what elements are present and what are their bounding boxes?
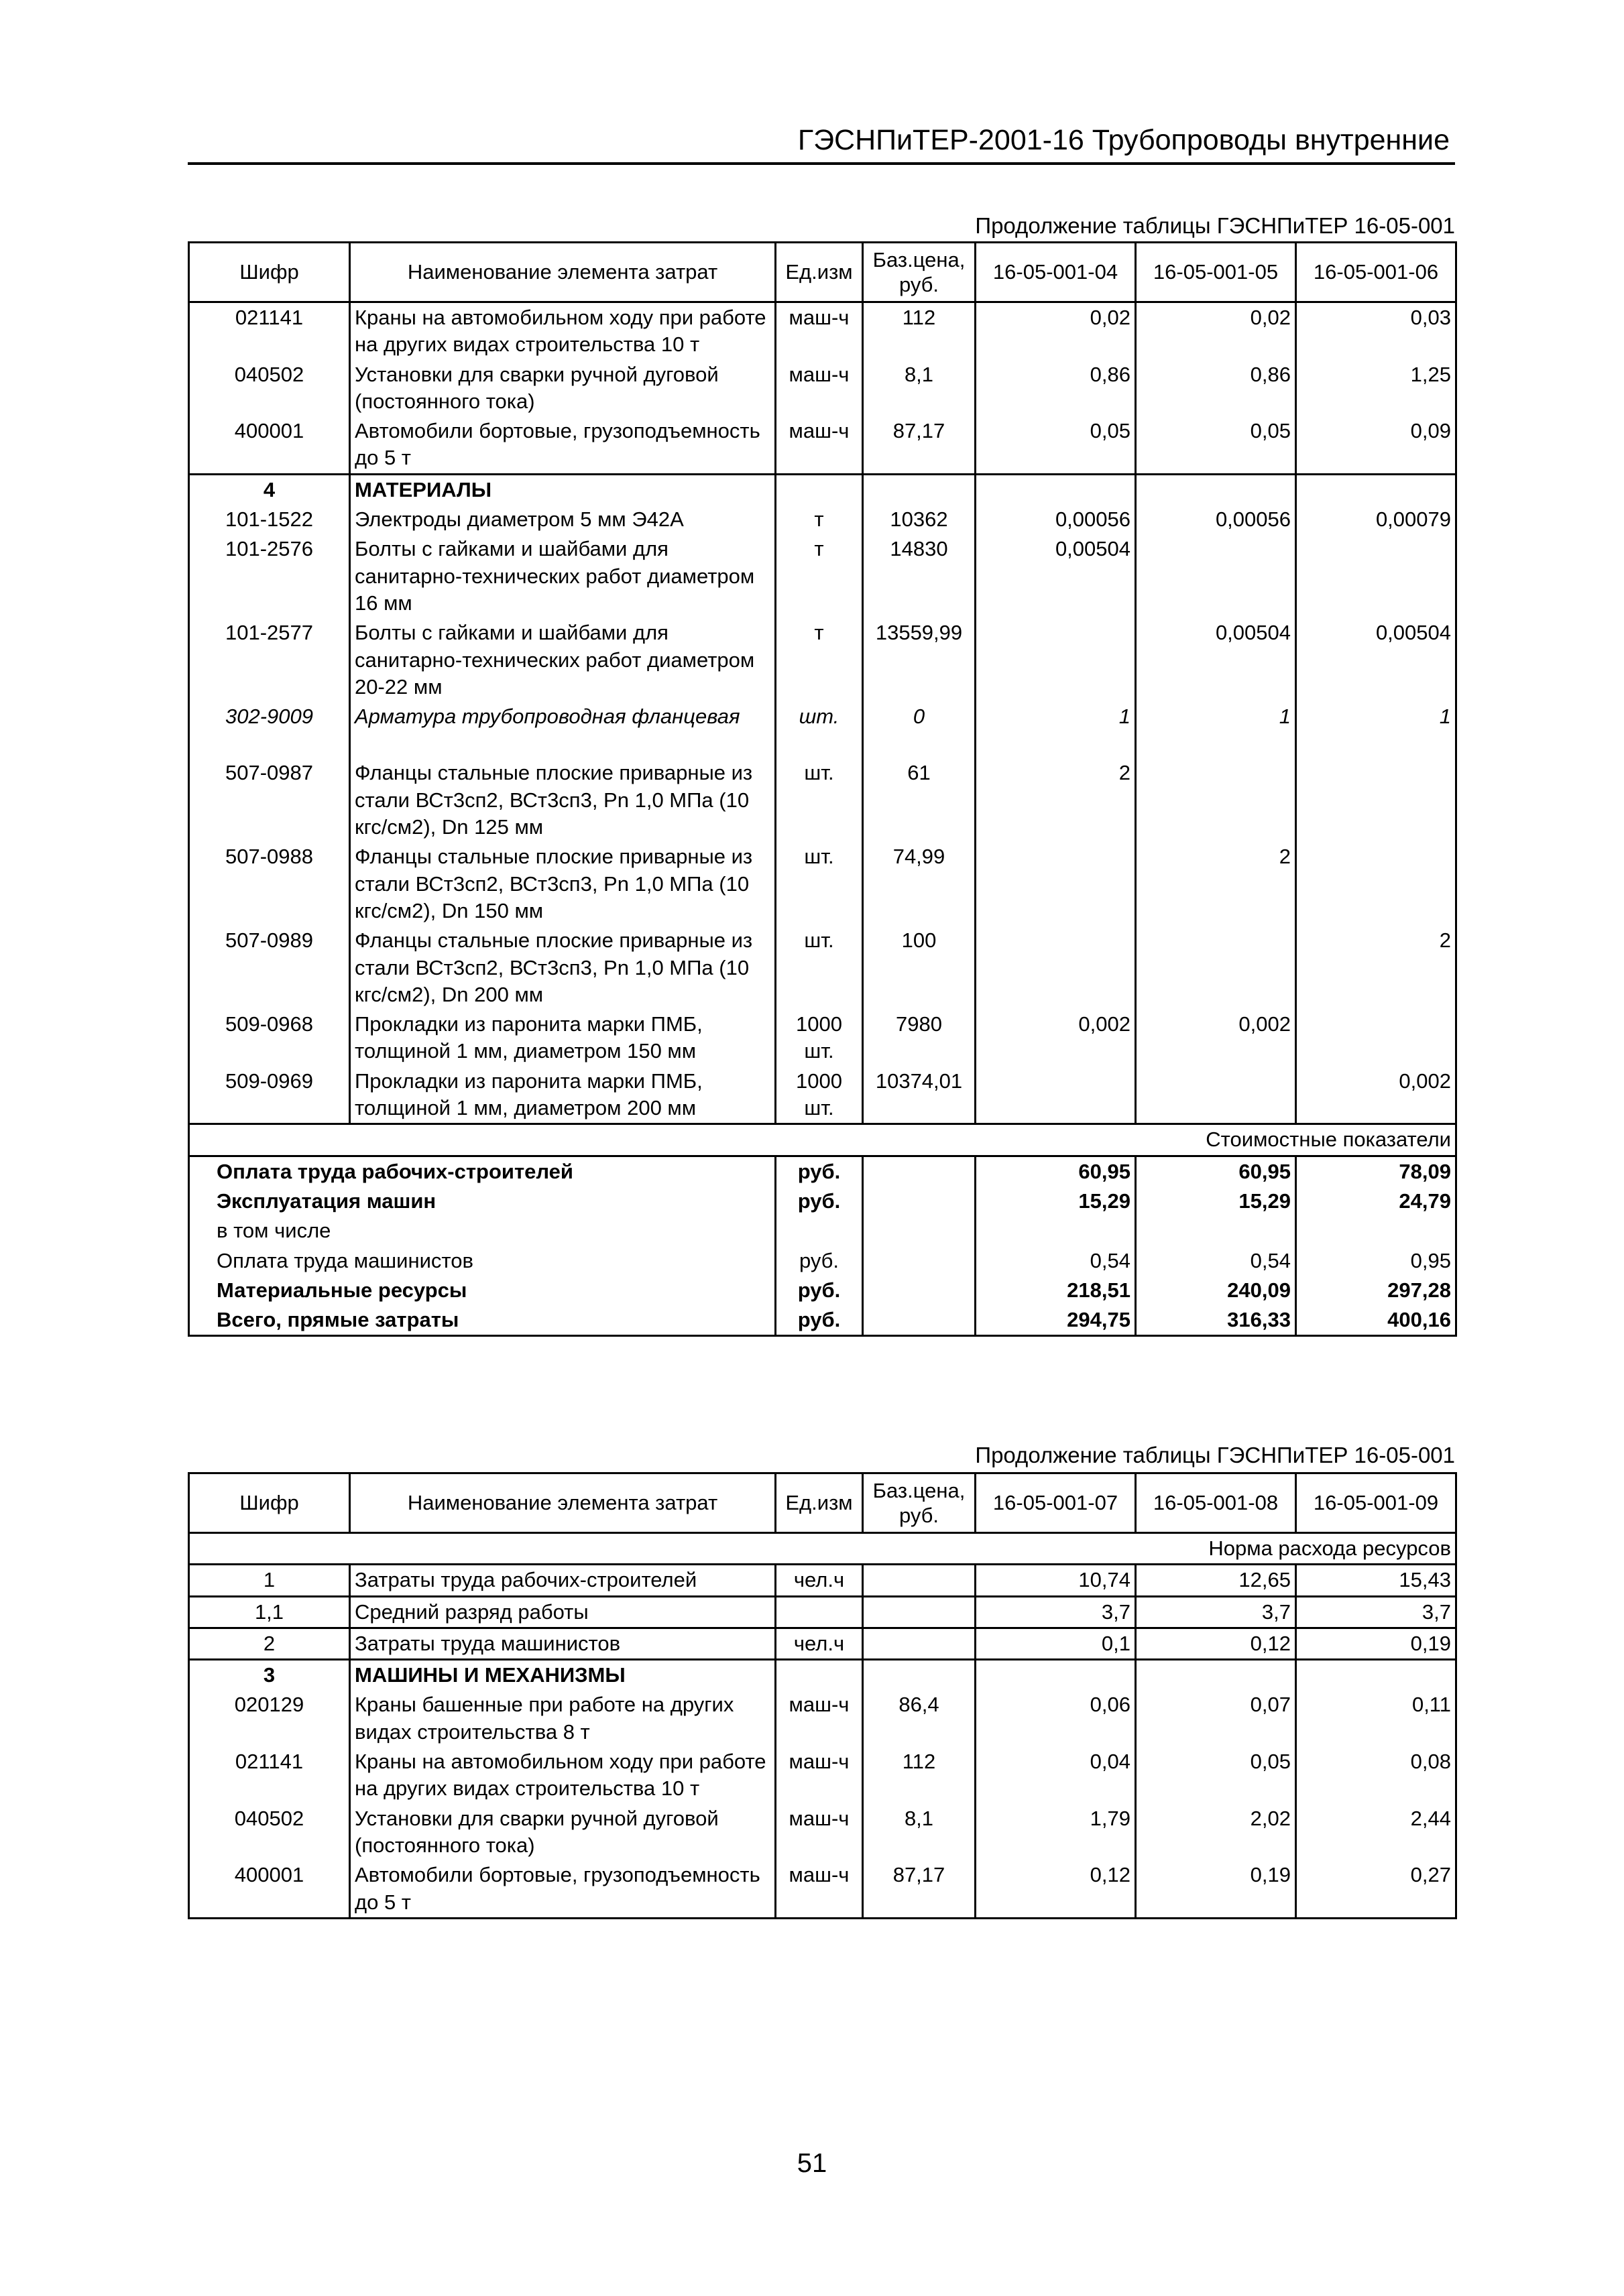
row-unit: шт. [804, 928, 834, 953]
row-value-3 [1296, 534, 1456, 618]
row-value-2: 2 [1136, 842, 1296, 926]
row-value-1: 0,1 [976, 1628, 1136, 1659]
table1-body [189, 302, 1456, 1336]
row-value-2 [1136, 1660, 1296, 1691]
summary-label: Эксплуатация машин [189, 1187, 776, 1216]
row-value-1: 0,12 [976, 1860, 1136, 1918]
summary-value-2: 60,95 [1136, 1156, 1296, 1187]
row-value-3: 2,44 [1296, 1804, 1456, 1861]
row-code: 021141 [189, 1747, 350, 1804]
header-name: Наименование элемента затрат [350, 243, 776, 302]
summary-label: Материальные ресурсы [189, 1276, 776, 1305]
row-code: 509-0968 [189, 1010, 350, 1067]
table-row [189, 1690, 1456, 1747]
summary-value-1: 0,54 [976, 1246, 1136, 1276]
row-unit: чел.ч [776, 1628, 863, 1659]
row-value-1 [976, 842, 1136, 926]
header-unit: Ед.изм [776, 1473, 863, 1533]
row-unit [776, 474, 863, 505]
summary-row [189, 1156, 1456, 1187]
row-value-1: 0,00504 [976, 534, 1136, 618]
row-name: Затраты труда рабочих-строителей [350, 1565, 776, 1596]
row-value-1 [976, 618, 1136, 702]
row-value-2 [1136, 926, 1296, 1010]
row-value-2: 0,00056 [1136, 505, 1296, 534]
row-value-1: 0,002 [976, 1010, 1136, 1067]
section-row-resource-norms [189, 1533, 1456, 1565]
row-unit: маш-ч [789, 1693, 850, 1717]
row-value-3 [1296, 474, 1456, 505]
row-value-3 [1296, 758, 1456, 842]
row-price [863, 474, 976, 505]
row-value-2: 3,7 [1136, 1596, 1296, 1628]
row-value-3 [1296, 842, 1456, 926]
summary-price [863, 1156, 976, 1187]
summary-value-1: 294,75 [976, 1305, 1136, 1336]
row-name: Фланцы стальные плоские приварные из стали ВСт3сп2, ВСт3сп3, Рn 1,0 МПа (10 кгс/см2), Dn 150 мм [350, 842, 776, 926]
row-value-1: 0,06 [976, 1690, 1136, 1747]
table-row [189, 1747, 1456, 1804]
row-value-1: 0,00056 [976, 505, 1136, 534]
table-row [189, 1067, 1456, 1124]
row-code: 101-2576 [189, 534, 350, 618]
row-value-2 [1136, 758, 1296, 842]
row-code: 1,1 [189, 1596, 350, 1628]
table2-body [189, 1533, 1456, 1919]
row-name: Прокладки из паронита марки ПМБ, толщиной 1 мм, диаметром 200 мм [350, 1067, 776, 1124]
row-value-1 [976, 926, 1136, 1010]
table-row [189, 360, 1456, 417]
row-value-3: 0,03 [1296, 302, 1456, 360]
summary-price [863, 1216, 976, 1246]
row-unit: маш-ч [789, 419, 850, 443]
row-value-2: 1 [1136, 702, 1296, 758]
row-name: Арматура трубопроводная фланцевая [350, 702, 776, 758]
row-value-2: 0,002 [1136, 1010, 1296, 1067]
summary-value-1 [976, 1216, 1136, 1246]
row-code: 302-9009 [189, 702, 350, 758]
row-price [863, 1628, 976, 1659]
row-code: 507-0988 [189, 842, 350, 926]
summary-label: в том числе [189, 1216, 776, 1246]
row-name: Прокладки из паронита марки ПМБ, толщиной 1 мм, диаметром 150 мм [350, 1010, 776, 1067]
summary-value-2 [1136, 1216, 1296, 1246]
row-value-1: 0,86 [976, 360, 1136, 417]
header-col2: 16-05-001-08 [1136, 1473, 1296, 1533]
row-value-1: 0,02 [976, 302, 1136, 360]
table1-caption: Продолжение таблицы ГЭСНПиТЕР 16-05-001 [975, 213, 1455, 238]
row-price: 13559,99 [863, 618, 976, 702]
row-price: 14830 [863, 534, 976, 618]
summary-value-1: 60,95 [976, 1156, 1136, 1187]
row-value-3: 0,11 [1296, 1690, 1456, 1747]
table2-header-row [189, 1473, 1456, 1533]
row-code: 101-1522 [189, 505, 350, 534]
row-code: 3 [189, 1660, 350, 1691]
row-value-2: 0,86 [1136, 360, 1296, 417]
row-value-3: 0,09 [1296, 416, 1456, 474]
row-name: Краны на автомобильном ходу при работе на других видах строительства 10 т [350, 302, 776, 360]
row-value-2 [1136, 534, 1296, 618]
row-price: 86,4 [863, 1690, 976, 1747]
row-code: 021141 [189, 302, 350, 360]
summary-value-2: 0,54 [1136, 1246, 1296, 1276]
row-price: 7980 [863, 1010, 976, 1067]
table-row [189, 1596, 1456, 1628]
row-name: Болты с гайками и шайбами для санитарно-технических работ диаметром 20-22 мм [350, 618, 776, 702]
row-price [863, 1660, 976, 1691]
row-value-1: 0,04 [976, 1747, 1136, 1804]
row-value-2: 0,07 [1136, 1690, 1296, 1747]
section-row-cost-indicators [189, 1124, 1456, 1156]
row-price: 8,1 [863, 360, 976, 417]
row-unit: маш-ч [789, 1806, 850, 1830]
table-row [189, 1804, 1456, 1861]
row-price: 10362 [863, 505, 976, 534]
row-value-3: 0,27 [1296, 1860, 1456, 1918]
summary-unit [776, 1216, 863, 1246]
header-col1: 16-05-001-04 [976, 243, 1136, 302]
row-unit: маш-ч [789, 306, 850, 329]
header-col3: 16-05-001-06 [1296, 243, 1456, 302]
row-value-3: 0,00504 [1296, 618, 1456, 702]
row-code: 1 [189, 1565, 350, 1596]
row-name: МАШИНЫ И МЕХАНИЗМЫ [350, 1660, 776, 1691]
row-unit [776, 1596, 863, 1628]
table-row [189, 758, 1456, 842]
summary-row-total [189, 1305, 1456, 1336]
row-code: 4 [189, 474, 350, 505]
table-row [189, 702, 1456, 758]
row-price: 112 [863, 1747, 976, 1804]
row-unit: шт. [804, 761, 834, 785]
row-value-2: 0,12 [1136, 1628, 1296, 1659]
summary-unit: руб. [799, 1248, 839, 1272]
row-value-3: 0,002 [1296, 1067, 1456, 1124]
summary-price [863, 1276, 976, 1305]
row-value-3: 1,25 [1296, 360, 1456, 417]
page-header [188, 121, 1455, 165]
row-price: 10374,01 [863, 1067, 976, 1124]
row-value-1: 3,7 [976, 1596, 1136, 1628]
row-value-3: 0,08 [1296, 1747, 1456, 1804]
row-price: 8,1 [863, 1804, 976, 1861]
summary-price [863, 1187, 976, 1216]
row-name: Электроды диаметром 5 мм Э42А [350, 505, 776, 534]
row-code: 040502 [189, 1804, 350, 1861]
summary-label: Всего, прямые затраты [189, 1305, 776, 1336]
summary-label: Оплата труда рабочих-строителей [189, 1156, 776, 1187]
table-row [189, 1860, 1456, 1918]
header-col3: 16-05-001-09 [1296, 1473, 1456, 1533]
summary-value-3: 78,09 [1296, 1156, 1456, 1187]
summary-price [863, 1305, 976, 1336]
header-name: Наименование элемента затрат [350, 1473, 776, 1533]
row-code: 101-2577 [189, 618, 350, 702]
row-price: 87,17 [863, 416, 976, 474]
summary-value-3: 400,16 [1296, 1305, 1456, 1336]
table-row [189, 416, 1456, 474]
header-col2: 16-05-001-05 [1136, 243, 1296, 302]
row-value-3: 3,7 [1296, 1596, 1456, 1628]
row-unit: маш-ч [776, 1860, 863, 1918]
row-name: Затраты труда машинистов [350, 1628, 776, 1659]
row-value-3: 2 [1296, 926, 1456, 1010]
summary-row [189, 1246, 1456, 1276]
row-value-2: 0,19 [1136, 1860, 1296, 1918]
row-price: 61 [863, 758, 976, 842]
summary-value-2: 240,09 [1136, 1276, 1296, 1305]
row-code: 509-0969 [189, 1067, 350, 1124]
table-row [189, 1628, 1456, 1659]
row-code: 040502 [189, 360, 350, 417]
row-price: 74,99 [863, 842, 976, 926]
header-code: Шифр [189, 1473, 350, 1533]
summary-unit: руб. [797, 1278, 841, 1302]
summary-value-3: 297,28 [1296, 1276, 1456, 1305]
row-unit: 1000 шт. [796, 1012, 842, 1063]
row-value-1: 2 [976, 758, 1136, 842]
summary-price [863, 1246, 976, 1276]
summary-value-3: 0,95 [1296, 1246, 1456, 1276]
summary-unit: руб. [776, 1305, 863, 1336]
summary-row [189, 1216, 1456, 1246]
row-value-3: 1 [1296, 702, 1456, 758]
table-row [189, 1010, 1456, 1067]
header-price: Баз.цена, руб. [863, 243, 976, 302]
header-unit: Ед.изм [776, 243, 863, 302]
row-value-3 [1296, 1660, 1456, 1691]
row-value-2 [1136, 474, 1296, 505]
row-value-3: 0,19 [1296, 1628, 1456, 1659]
row-name: Автомобили бортовые, грузоподъемность до 5 т [350, 416, 776, 474]
cost-table-2 [188, 1472, 1457, 1919]
row-value-1 [976, 1067, 1136, 1124]
summary-value-3 [1296, 1216, 1456, 1246]
summary-label: Оплата труда машинистов [189, 1246, 776, 1276]
row-value-3 [1296, 1010, 1456, 1067]
row-unit [776, 1660, 863, 1691]
row-value-2: 0,05 [1136, 416, 1296, 474]
table-row [189, 1565, 1456, 1596]
row-name: Автомобили бортовые, грузоподъемность до 5 т [350, 1860, 776, 1918]
row-price: 87,17 [863, 1860, 976, 1918]
row-value-2: 12,65 [1136, 1565, 1296, 1596]
row-value-3: 15,43 [1296, 1565, 1456, 1596]
summary-row [189, 1187, 1456, 1216]
row-value-1: 0,05 [976, 416, 1136, 474]
row-name: Средний разряд работы [350, 1596, 776, 1628]
row-code: 507-0989 [189, 926, 350, 1010]
table-row [189, 505, 1456, 534]
row-value-1 [976, 474, 1136, 505]
header-price: Баз.цена, руб. [863, 1473, 976, 1533]
row-code: 400001 [189, 1860, 350, 1918]
row-value-2 [1136, 1067, 1296, 1124]
cost-table-1 [188, 241, 1457, 1337]
row-unit: т [814, 507, 824, 532]
summary-row [189, 1276, 1456, 1305]
row-unit: шт. [799, 705, 839, 729]
header-code: Шифр [189, 243, 350, 302]
row-price: 0 [863, 702, 976, 758]
row-value-2: 0,00504 [1136, 618, 1296, 702]
row-value-3: 0,00079 [1296, 505, 1456, 534]
table-row [189, 534, 1456, 618]
row-name: Болты с гайками и шайбами для санитарно-технических работ диаметром 16 мм [350, 534, 776, 618]
row-unit: маш-ч [789, 1750, 850, 1774]
summary-value-3: 24,79 [1296, 1187, 1456, 1216]
row-name: Краны на автомобильном ходу при работе на других видах строительства 10 т [350, 1747, 776, 1804]
row-unit: т [814, 621, 824, 645]
summary-value-1: 15,29 [976, 1187, 1136, 1216]
table-row [189, 302, 1456, 360]
section-row-materials [189, 474, 1456, 505]
summary-value-1: 218,51 [976, 1276, 1136, 1305]
row-price: 112 [863, 302, 976, 360]
row-code: 507-0987 [189, 758, 350, 842]
row-value-1 [976, 1660, 1136, 1691]
row-name: Фланцы стальные плоские приварные из стали ВСт3сп2, ВСт3сп3, Рn 1,0 МПа (10 кгс/см2), Dn 200 мм [350, 926, 776, 1010]
row-name: МАТЕРИАЛЫ [350, 474, 776, 505]
row-value-2: 2,02 [1136, 1804, 1296, 1861]
row-name: Установки для сварки ручной дуговой (постоянного тока) [350, 360, 776, 417]
page-number: 51 [797, 2149, 827, 2178]
row-unit: чел.ч [793, 1568, 845, 1592]
document-title: ГЭСНПиТЕР-2001-16 Трубопроводы внутренние [797, 124, 1450, 156]
row-unit: т [814, 537, 824, 561]
row-unit: 1000 шт. [796, 1069, 842, 1120]
table2-caption: Продолжение таблицы ГЭСНПиТЕР 16-05-001 [975, 1443, 1455, 1467]
row-unit: маш-ч [789, 362, 850, 386]
section-label: Стоимостные показатели [189, 1124, 1456, 1156]
summary-unit: руб. [797, 1159, 841, 1183]
row-code: 2 [189, 1628, 350, 1659]
row-unit: шт. [804, 845, 834, 869]
row-code: 020129 [189, 1690, 350, 1747]
row-code: 400001 [189, 416, 350, 474]
row-price [863, 1565, 976, 1596]
table-row [189, 926, 1456, 1010]
section-row-machines [189, 1660, 1456, 1691]
table1-header-row [189, 243, 1456, 302]
summary-unit: руб. [797, 1189, 841, 1213]
summary-value-2: 316,33 [1136, 1305, 1296, 1336]
section-label: Норма расхода ресурсов [189, 1533, 1456, 1565]
row-value-1: 1 [976, 702, 1136, 758]
table-row [189, 842, 1456, 926]
row-name: Установки для сварки ручной дуговой (постоянного тока) [350, 1804, 776, 1861]
row-price: 100 [863, 926, 976, 1010]
row-value-1: 1,79 [976, 1804, 1136, 1861]
header-col1: 16-05-001-07 [976, 1473, 1136, 1533]
row-name: Краны башенные при работе на других видах строительства 8 т [350, 1690, 776, 1747]
row-value-2: 0,02 [1136, 302, 1296, 360]
summary-value-2: 15,29 [1136, 1187, 1296, 1216]
row-value-1: 10,74 [976, 1565, 1136, 1596]
table-row [189, 618, 1456, 702]
row-name: Фланцы стальные плоские приварные из стали ВСт3сп2, ВСт3сп3, Рn 1,0 МПа (10 кгс/см2), Dn 125 мм [350, 758, 776, 842]
row-price [863, 1596, 976, 1628]
row-value-2: 0,05 [1136, 1747, 1296, 1804]
